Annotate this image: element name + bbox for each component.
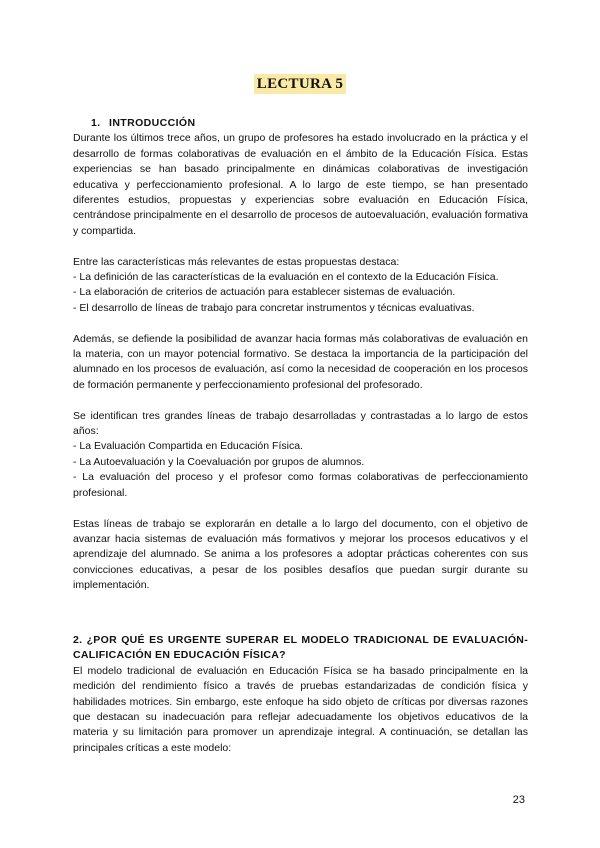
section1-paragraph-5: Estas líneas de trabajo se explorarán en detalle a lo largo del documento, con el objetivo de avanzar hacia sistemas de evaluación más formativos y mejorar los procesos educativos y el aprendizaje del alumnado. Se anima a los profesores a adoptar prácticas coherentes con sus convicciones educativas, a pesar de los posibles desafíos que puedan surgir durante su implementación. (73, 517, 528, 592)
page-number: 23 (512, 794, 525, 806)
section-spacer (73, 609, 528, 633)
list-item: - La definición de las características de la evaluación en el contexto de la Educación Física. (73, 271, 499, 284)
section2-heading: 2. ¿POR QUÉ ES URGENTE SUPERAR EL MODELO TRADICIONAL DE EVALUACIÓN-CALIFICACIÓN EN EDUCACIÓN FÍSICA? (73, 633, 528, 662)
section1-heading-text: INTRODUCCIÓN (109, 117, 196, 129)
section1-heading (73, 116, 528, 131)
document-body (73, 116, 528, 756)
section1-number: 1. (91, 117, 101, 129)
page-title: LECTURA 5 (254, 74, 346, 94)
section1-lines-intro: Se identifican tres grandes líneas de trabajo desarrolladas y contrastadas a lo largo de estos años: (73, 409, 528, 438)
section1-paragraph-2 (73, 255, 528, 317)
section1-paragraph-3: Además, se defiende la posibilidad de avanzar hacia formas más colaborativas de evaluación en la materia, con un mayor potencial formativo. Se destaca la importancia de la participación del alumnado en los procesos de evaluación, así como la necesidad de cooperación en los procesos de formación permanente y perfeccionamiento profesional del profesorado. (73, 332, 528, 391)
list-item: - El desarrollo de líneas de trabajo para concretar instrumentos y técnicas evaluativas. (73, 301, 475, 314)
section1-list-intro: Entre las características más relevantes de estas propuestas destaca: (73, 255, 400, 268)
section1-paragraph-4 (73, 409, 528, 501)
list-item: - La evaluación del proceso y el profesor como formas colaborativas de perfeccionamiento profesional. (73, 471, 528, 499)
section1-paragraph-1: Durante los últimos trece años, un grupo de profesores ha estado involucrado en la práctica y el desarrollo de formas colaborativas de evaluación en el ámbito de la Educación Física. Estas experiencias se han basado principalmente en dinámicas colaborativas de investigación educativa y perfeccionamiento profesional. A lo largo de este tiempo, se han presentado diferentes estudios, propuestas y experiencias sobre evaluación en Educación Física, centrándose principalmente en el desarrollo de procesos de autoevaluación, evaluación formativa y compartida. (73, 132, 528, 237)
list-item: - La elaboración de criterios de actuación para establecer sistemas de evaluación. (73, 286, 456, 299)
list-item: - La Evaluación Compartida en Educación Física. (73, 440, 303, 453)
title-wrap (0, 74, 600, 94)
list-item: - La Autoevaluación y la Coevaluación por grupos de alumnos. (73, 455, 365, 468)
section2-paragraph-1: El modelo tradicional de evaluación en Educación Física se ha basado principalmente en la medición del rendimiento físico a través de pruebas estandarizadas de condición física y habilidades motrices. Sin embargo, este enfoque ha sido objeto de críticas por diversas razones que destacan su inadecuación para reflejar adecuadamente los objetivos educativos de la materia y su limitación para promover un aprendizaje integral. A continuación, se detallan las principales críticas a este modelo: (73, 664, 528, 754)
